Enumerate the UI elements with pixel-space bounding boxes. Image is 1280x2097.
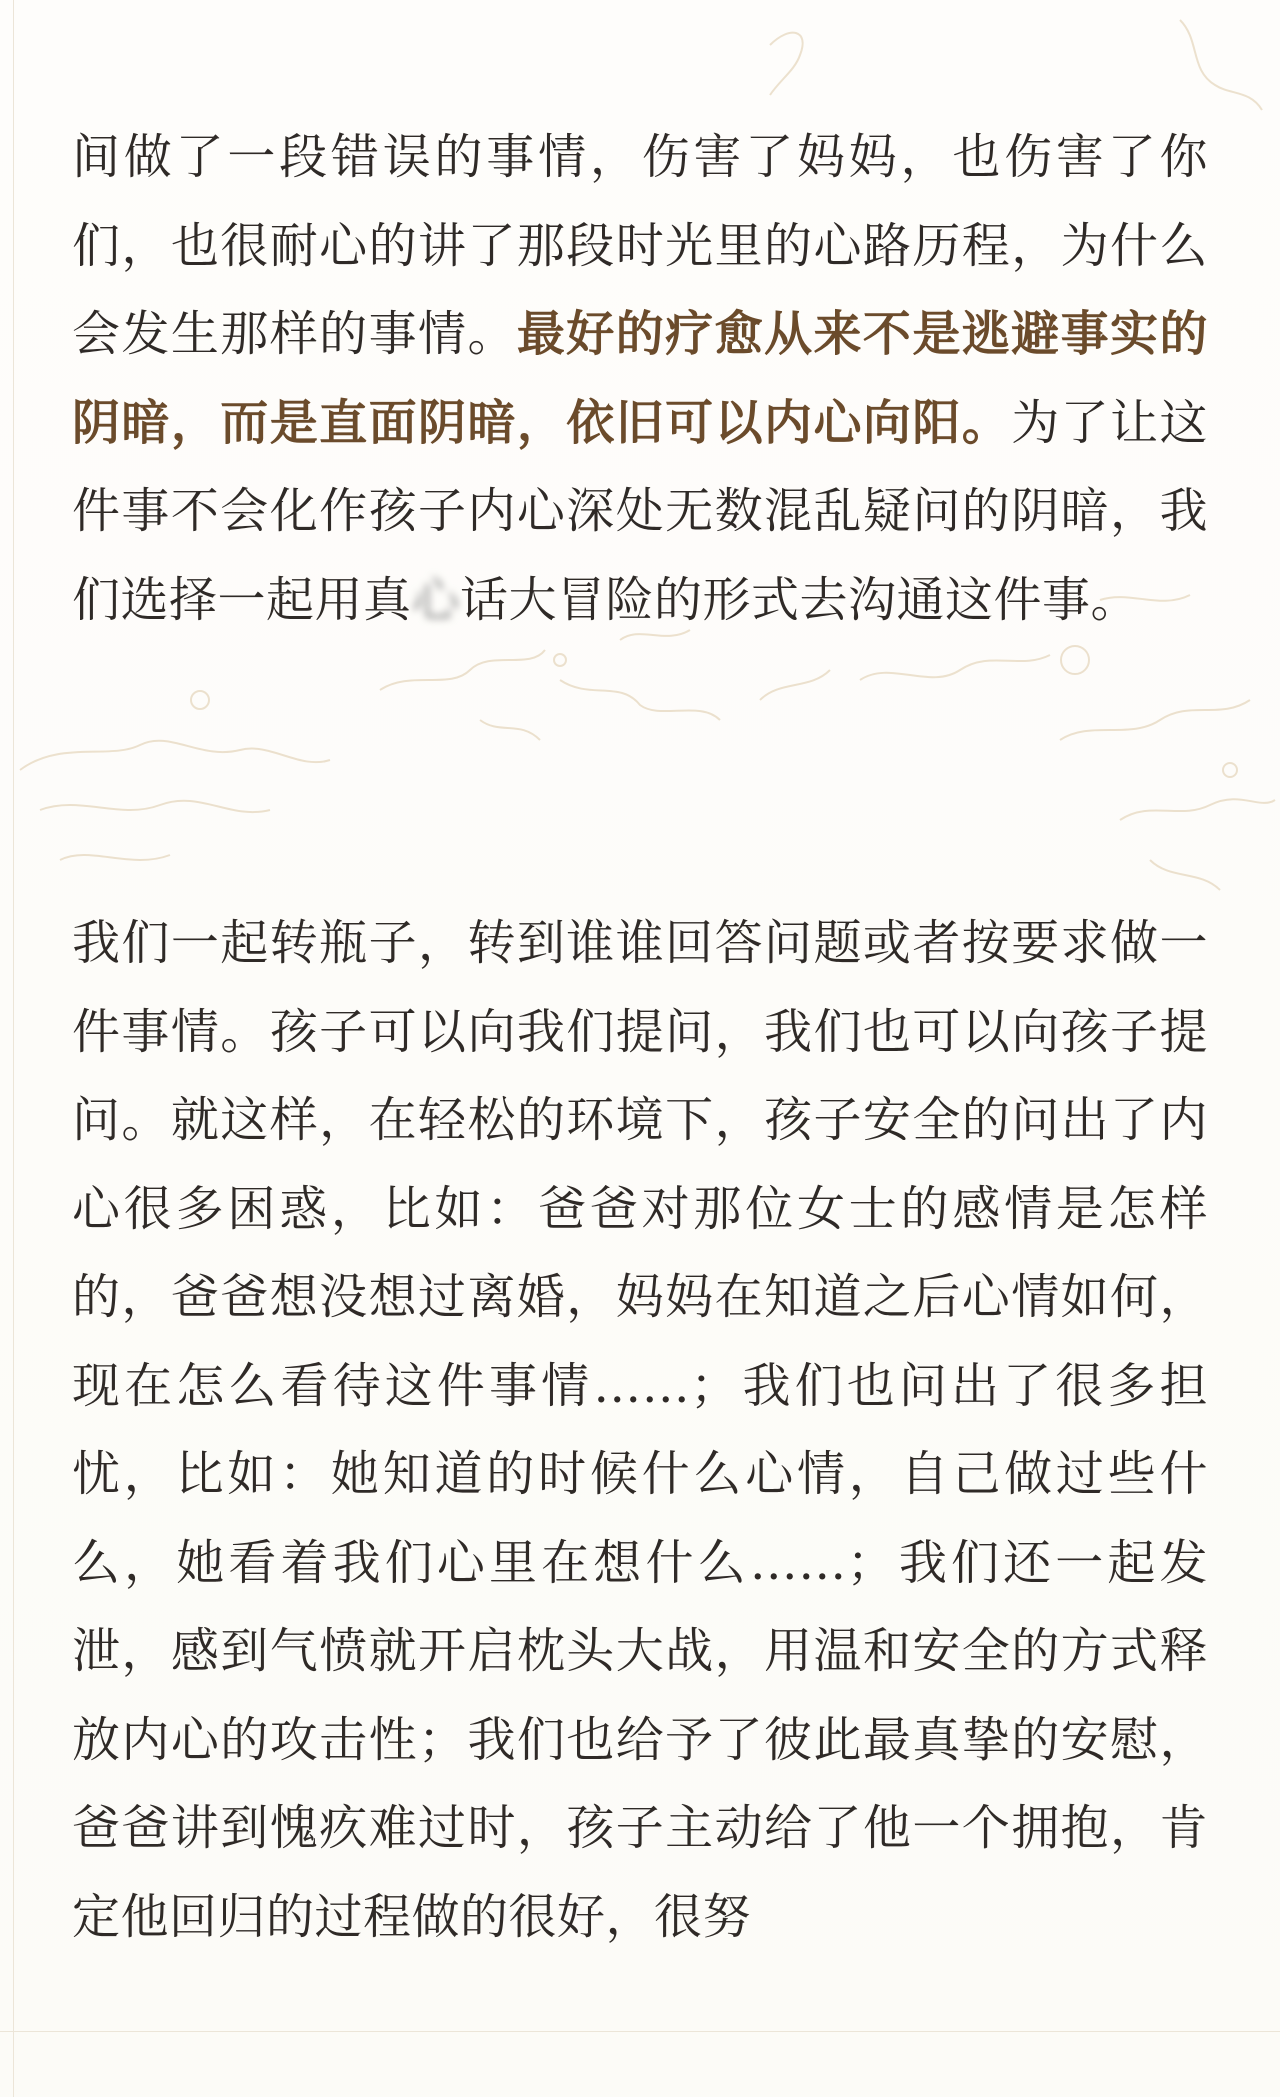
paragraph-1-lead: 间做了一段错误的事情，伤害了妈妈，也伤害了你们，也很耐心的讲了那段时光里的心路历程，为什么会发生那样的事情。 — [72, 129, 1208, 362]
paragraph-1-tail: 话大冒险的形式去沟通这件事。 — [460, 571, 1140, 628]
bottom-margin-rule — [0, 2031, 1280, 2032]
paragraph-1-middle: 为了让这件事不会化作孩子内心深处无数混乱疑问的阴暗，我们选择一起用真 — [72, 394, 1208, 628]
paragraph-1 — [72, 113, 1208, 644]
left-margin-rule — [13, 0, 14, 2097]
paragraph-1-obscured-text: 心 — [411, 571, 461, 628]
paragraph-1-emphasis: 最好的疗愈从来不是逃避事实的阴暗，而是直面阴暗，依旧可以内心向阳。 — [72, 306, 1208, 451]
paragraph-2: 我们一起转瓶子，转到谁谁回答问题或者按要求做一件事情。孩子可以向我们提问，我们也可以向孩子提问。就这样，在轻松的环境下，孩子安全的问出了内心很多困惑，比如：爸爸对那位女士的感情是怎样的，爸爸想没想过离婚，妈妈在知道之后心情如何，现在怎么看待这件事情……；我们也问出了很多担忧，比如：她知道的时候什么心情，自己做过些什么，她看着我们心里在想什么……；我们还一起发泄，感到气愤就开启枕头大战，用温和安全的方式释放内心的攻击性；我们也给予了彼此最真挚的安慰，爸爸讲到愧疚难过时，孩子主动给了他一个拥抱，肯定他回归的过程做的很好，很努 — [72, 915, 1208, 1945]
